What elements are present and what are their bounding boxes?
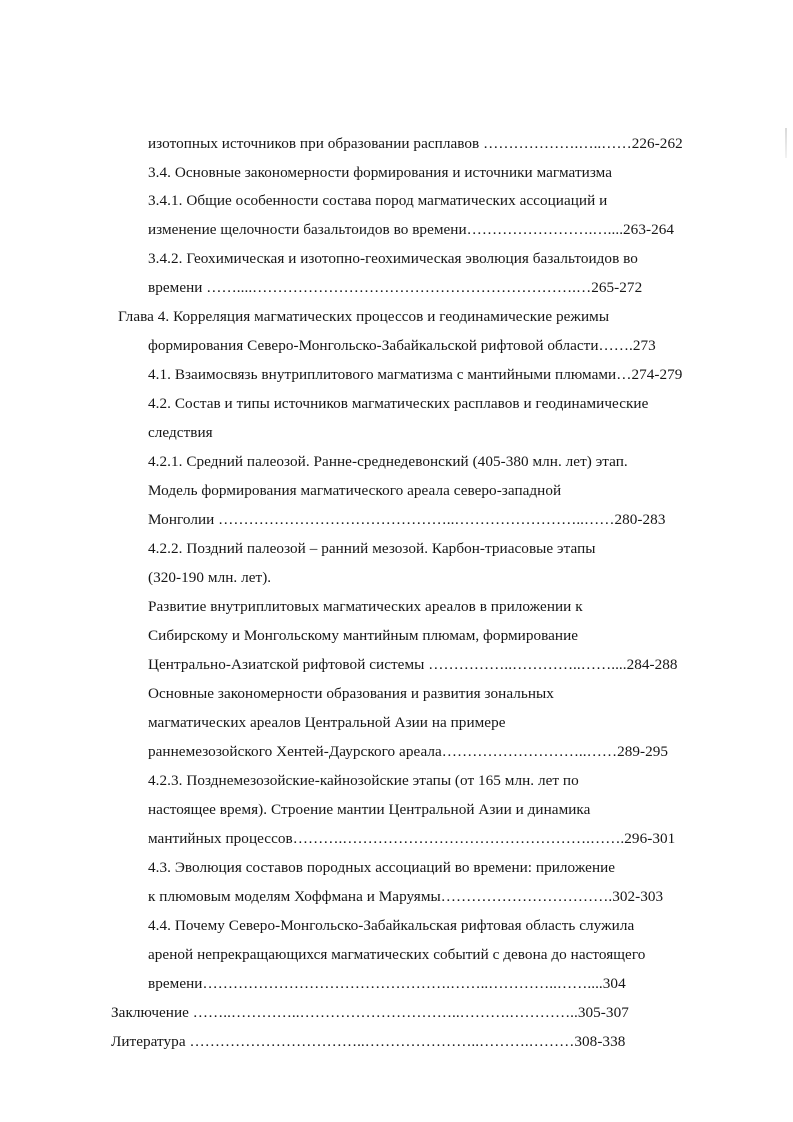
toc-line: времени………………………………………….……..…………..……....304 [148, 975, 626, 992]
toc-line: 4.2.1. Средний палеозой. Ранне-среднедевонский (405-380 млн. лет) этап. [148, 453, 628, 470]
toc-line: (320-190 млн. лет). [148, 569, 272, 586]
toc-line: Сибирскому и Монгольскому мантийным плюмам, формирование [148, 627, 579, 644]
toc-conclusion: Заключение ……..…………..…………………………..……….…………..305-307 [111, 1004, 629, 1021]
toc-line: 4.4. Почему Северо-Монгольско-Забайкальская рифтовая область служила [148, 917, 635, 934]
toc-line: 3.4.1. Общие особенности состава пород магматических ассоциаций и [148, 192, 608, 209]
toc-line: Центрально-Азиатской рифтовой системы ……………..…………..……....284-288 [148, 656, 678, 673]
toc-line: Модель формирования магматического ареала северо-западной [148, 482, 562, 499]
toc-line: к плюмовым моделям Хоффмана и Маруямы…………………………….302-303 [148, 888, 664, 905]
toc-line: ареной непрекращающихся магматических событий с девона до настоящего [148, 946, 646, 963]
toc-line: изменение щелочности базальтоидов во времени…………………….…....263-264 [148, 221, 675, 238]
toc-chapter-heading: Глава 4. Корреляция магматических процессов и геодинамические режимы [118, 308, 610, 325]
toc-line: формирования Северо-Монгольско-Забайкальской рифтовой области…….273 [148, 337, 656, 354]
toc-line: настоящее время). Строение мантии Центральной Азии и динамика [148, 801, 591, 818]
toc-line: времени ……....……………………………………………………….…265-272 [148, 279, 643, 296]
toc-line: Монголии ………………………………………..……………………..……280-283 [148, 511, 666, 528]
toc-references: Литература ……………………………..…………………..……….………308-338 [111, 1033, 626, 1050]
toc-line: 4.2.3. Позднемезозойские-кайнозойские этапы (от 165 млн. лет по [148, 772, 579, 789]
scan-artifact [785, 128, 787, 158]
toc-line: 3.4. Основные закономерности формирования и источники магматизма [148, 164, 612, 181]
toc-line: мантийных процессов……….………………………………………….…….296-301 [148, 830, 676, 847]
toc-line: раннемезозойского Хентей-Даурского ареала………………………..……289-295 [148, 743, 669, 760]
toc-line: 4.2. Состав и типы источников магматических расплавов и геодинамические [148, 395, 649, 412]
toc-line: Развитие внутриплитовых магматических ареалов в приложении к [148, 598, 583, 615]
toc-line: следствия [148, 424, 213, 441]
toc-line: Основные закономерности образования и развития зональных [148, 685, 554, 702]
toc-line: изотопных источников при образовании расплавов ……………….…..……226-262 [148, 135, 683, 152]
toc-line: магматических ареалов Центральной Азии на примере [148, 714, 506, 731]
toc-line: 4.2.2. Поздний палеозой – ранний мезозой. Карбон-триасовые этапы [148, 540, 596, 557]
toc-line: 4.1. Взаимосвязь внутриплитового магматизма с мантийными плюмами…274-279 [148, 366, 683, 383]
toc-line: 3.4.2. Геохимическая и изотопно-геохимическая эволюция базальтоидов во [148, 250, 638, 267]
toc-line: 4.3. Эволюция составов породных ассоциаций во времени: приложение [148, 859, 616, 876]
